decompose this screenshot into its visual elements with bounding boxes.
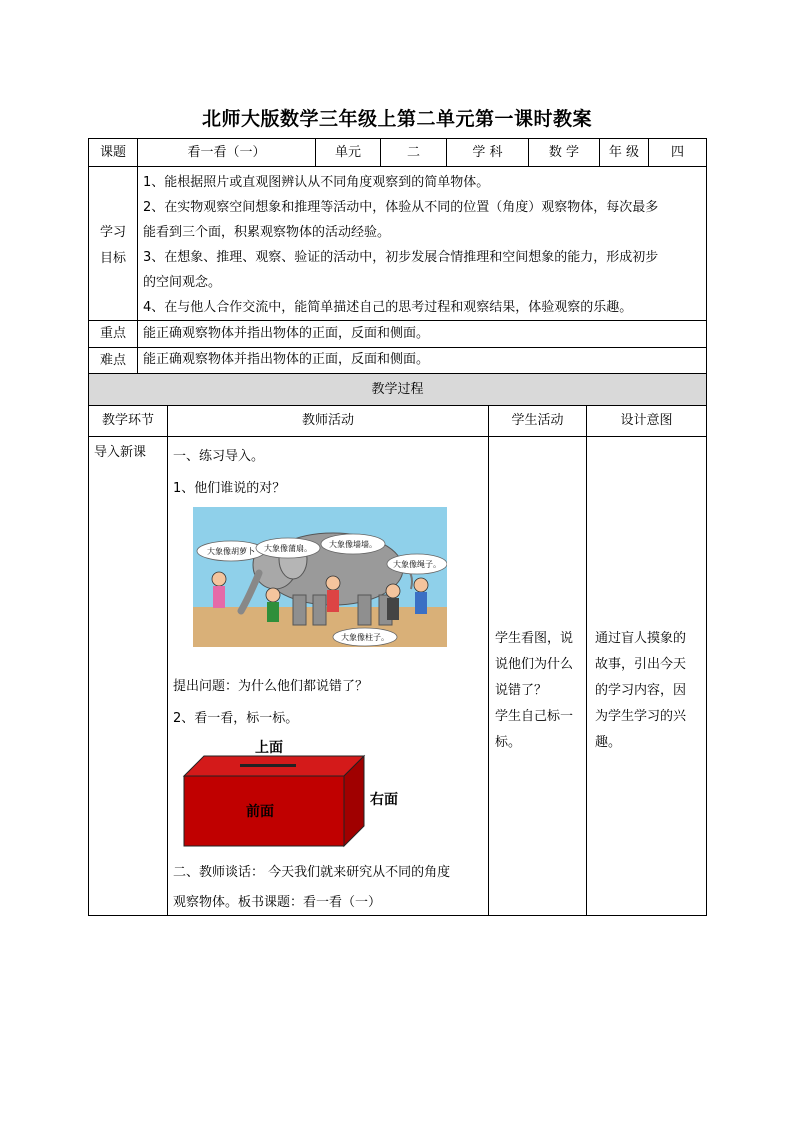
student-line-3: 说错了？ (495, 683, 548, 698)
intent-line-5: 趣。 (595, 735, 622, 750)
column-stage: 教学环节 (101, 413, 154, 428)
row-line-difficult-top (88, 347, 707, 348)
objectives-label (89, 220, 137, 272)
intent-line-2: 故事，引出今天 (595, 657, 687, 672)
student-line-5: 标。 (495, 735, 522, 750)
unit-value: 二 (406, 144, 420, 160)
student-line-1: 学生看图，说 (495, 631, 574, 646)
label-top-face: 上面 (255, 740, 283, 756)
grade-value: 四 (670, 144, 684, 160)
row-line-objectives-top (88, 166, 707, 167)
blind-men-elephant-illustration (193, 507, 447, 647)
box-coin-slot (240, 764, 296, 767)
column-intent: 设计意图 (620, 413, 673, 428)
unit-label: 单元 (334, 144, 361, 160)
teacher-line-6: 观察物体。板书课题：看一看（一） (173, 895, 382, 910)
student-activity (495, 626, 585, 756)
objective-line-6: 4、在与他人合作交流中，能简单描述自己的思考过程和观察结果，体验观察的乐趣。 (143, 300, 633, 315)
bubble-text-2: 大象像蒲扇。 (264, 544, 312, 553)
teacher-line-5: 二、教师谈话： 今天我们就来研究从不同的角度 (173, 865, 451, 880)
process-col-line-1 (167, 405, 168, 916)
objective-line-5: 的空间观念。 (143, 275, 222, 290)
process-section-title: 教学过程 (371, 381, 424, 397)
difficult-point-text: 能正确观察物体并指出物体的正面，反面和侧面。 (143, 352, 430, 367)
column-teacher: 教师活动 (301, 413, 354, 428)
objective-line-4: 3、在想象、推理、观察、验证的活动中，初步发展合情推理和空间想象的能力，形成初步 (143, 250, 659, 265)
topic-value: 看一看（一） (187, 144, 266, 160)
teacher-line-3: 提出问题：为什么他们都说错了？ (173, 679, 369, 694)
topic-label: 课题 (99, 144, 126, 160)
process-col-line-2 (488, 405, 489, 916)
intent-line-4: 为学生学习的兴 (595, 709, 687, 724)
row-line-keypoint-top (88, 320, 707, 321)
column-student: 学生活动 (511, 413, 564, 428)
key-point-label: 重点 (99, 326, 126, 341)
subject-value: 数 学 (548, 144, 580, 160)
student-line-2: 说他们为什么 (495, 657, 574, 672)
process-col-line-3 (586, 405, 587, 916)
objective-line-2: 2、在实物观察空间想象和推理等活动中，体验从不同的位置（角度）观察物体，每次最多 (143, 200, 659, 215)
student-line-4: 学生自己标一 (495, 709, 574, 724)
objective-line-3: 能看到三个面，积累观察物体的活动经验。 (143, 225, 391, 240)
label-front-face: 前面 (246, 804, 274, 820)
stage-name: 导入新课 (94, 445, 147, 460)
teacher-line-2: 1、他们谁说的对？ (173, 481, 286, 496)
intent-line-1: 通过盲人摸象的 (595, 631, 687, 646)
objective-line-1: 1、能根据照片或直观图辨认从不同角度观察到的简单物体。 (143, 175, 490, 190)
row-line-content-top (88, 436, 707, 437)
box-faces-figure (180, 736, 420, 848)
key-point-text: 能正确观察物体并指出物体的正面，反面和侧面。 (143, 326, 430, 341)
document-title: 北师大版数学三年级上第二单元第一课时教案 (201, 108, 592, 130)
bubble-text-4: 大象像绳子。 (393, 560, 441, 569)
design-intent (595, 626, 705, 756)
table-border-bottom (88, 915, 707, 916)
difficult-point-label: 难点 (99, 352, 126, 368)
bubble-text-1: 大象像胡萝卜 (207, 547, 255, 556)
objectives-label-line-2: 目标 (99, 251, 126, 266)
teacher-line-4: 2、看一看，标一标。 (173, 711, 299, 726)
objectives-label-line-1: 学习 (99, 225, 126, 240)
bubble-text-3: 大象像墙墙。 (329, 540, 377, 549)
teacher-line-1: 一、练习导入。 (173, 449, 265, 464)
subject-label: 学 科 (472, 144, 503, 160)
label-right-face: 右面 (370, 792, 398, 808)
label-col-line (137, 166, 138, 373)
bubble-text-5: 大象像柱子。 (341, 633, 389, 642)
table-border-right (706, 138, 707, 916)
grade-label: 年 级 (608, 144, 640, 160)
intent-line-3: 的学习内容，因 (595, 683, 687, 698)
